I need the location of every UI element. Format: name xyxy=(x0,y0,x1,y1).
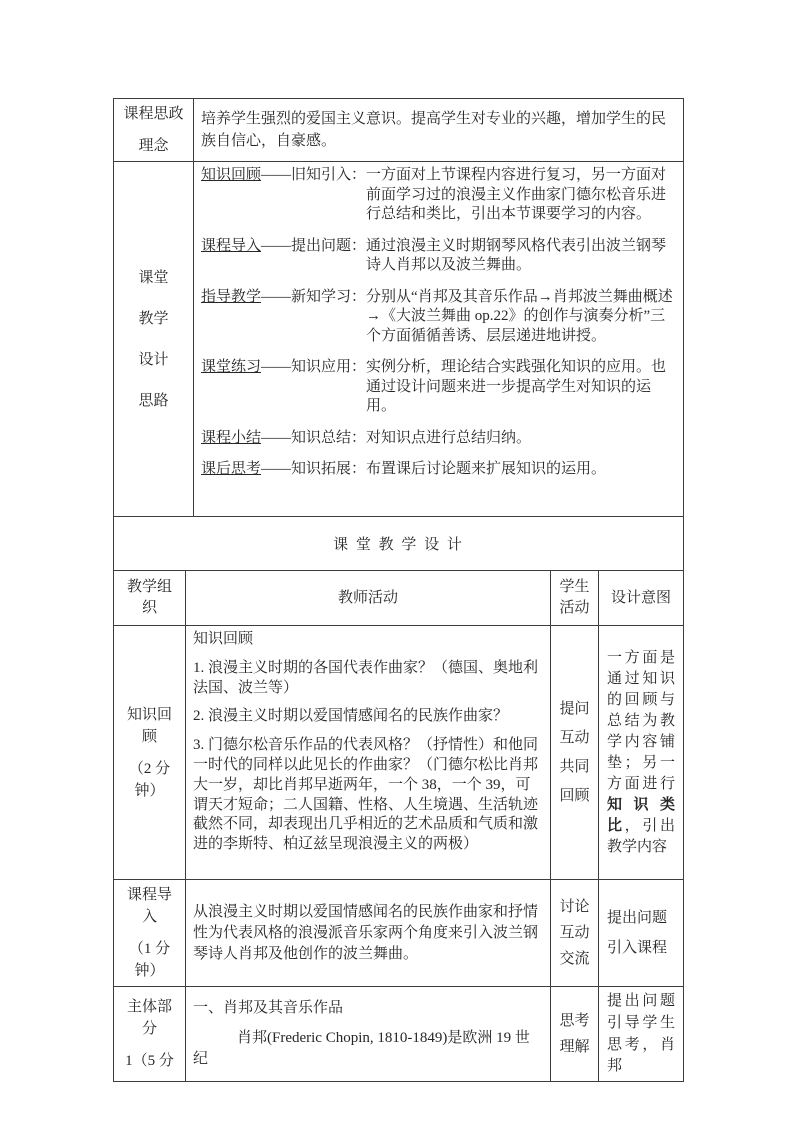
item-subhead: 旧知引入： xyxy=(291,167,367,183)
item-body: 对知识点进行总结归纳。 xyxy=(366,429,532,446)
item-head: 课后思考 xyxy=(201,461,262,477)
student-activity-cell xyxy=(551,626,599,880)
ideology-label-line: 理念 xyxy=(138,138,169,154)
item-subhead: 知识应用： xyxy=(291,359,367,375)
design-flow-label-line: 思路 xyxy=(138,392,169,409)
design-flow-item xyxy=(201,460,676,480)
student-activity-line: 理解 xyxy=(559,1039,590,1055)
teacher-paragraph: 肖邦(Frederic Chopin, 1810-1849)是欧洲 19 世纪 xyxy=(193,1030,530,1067)
design-flow-content-cell xyxy=(194,162,684,517)
student-activity-line: 互动 xyxy=(559,925,590,941)
teacher-paragraph: 从浪漫主义时期以爱国情感闻名的民族作曲家和抒情性为代表风格的浪漫派音乐家两个角度来引入波兰钢琴诗人肖邦及他创作的波兰舞曲。 xyxy=(193,903,539,962)
intent-line: 提出问题 xyxy=(607,993,676,1009)
item-body: 实例分析，理论结合实践强化知识的应用。也通过设计问题来进一步提高学生对知识的运用。 xyxy=(366,359,667,414)
intent-line: 思考，肖邦 xyxy=(607,1037,676,1074)
student-activity-line: 讨论 xyxy=(559,899,590,915)
item-dash: —— xyxy=(261,167,292,183)
ideology-content-cell xyxy=(194,99,684,162)
org-cell xyxy=(114,880,186,987)
design-flow-item xyxy=(201,166,676,225)
design-flow-label-line: 课堂 xyxy=(138,269,169,286)
section-title-row xyxy=(114,517,684,571)
student-activity-line: 思考 xyxy=(559,1013,590,1029)
item-body: 布置课后讨论题来扩展知识的运用。 xyxy=(366,461,607,477)
intent-bold-term: 知识类比 xyxy=(607,796,676,834)
header-student-activity xyxy=(551,571,599,626)
org-line: 主体部分 xyxy=(126,999,172,1037)
table-row-main-part xyxy=(114,987,684,1082)
item-body: 分别从“肖邦及其音乐作品→肖邦波兰舞曲概述→《大波兰舞曲 op.22》的创作与演奏分析”三个方面循循善诱、层层递进地讲授。 xyxy=(366,288,673,344)
student-activity-line: 提问 xyxy=(559,701,590,717)
intent-line: 提出问题 xyxy=(607,909,668,926)
lesson-plan-top-table xyxy=(113,98,684,517)
design-flow-label-line: 设计 xyxy=(138,351,169,368)
org-line: （1 分钟） xyxy=(128,941,171,979)
item-subhead: 提出问题： xyxy=(291,237,367,254)
intent-line: 引导学生 xyxy=(607,1015,676,1031)
ideology-row xyxy=(114,99,684,162)
student-activity-line: 互动 xyxy=(559,730,590,746)
item-dash: —— xyxy=(261,461,292,477)
item-head: 课程导入 xyxy=(201,237,262,254)
ideology-text: 培养学生强烈的爱国主义意识。提高学生对专业的兴趣，增加学生的民族自信心，自豪感。 xyxy=(201,111,667,149)
student-activity-line: 共同 xyxy=(559,759,590,775)
item-body: 通过浪漫主义时期钢琴风格代表引出波兰钢琴诗人肖邦以及波兰舞曲。 xyxy=(366,237,667,273)
org-line: 1（5 分 xyxy=(125,1053,174,1069)
section-title: 课 堂 教 学 设 计 xyxy=(114,517,684,571)
design-flow-row xyxy=(114,162,684,517)
item-body: 一方面对上节课程内容进行复习，另一方面对前面学习过的浪漫主义作曲家门德尔松音乐进行总结和类比，引出本节课要学习的内容。 xyxy=(366,167,667,222)
student-activity-cell xyxy=(551,880,599,987)
header-student-line: 活动 xyxy=(559,600,590,616)
design-intent-cell xyxy=(599,880,684,987)
intent-line: 引入课程 xyxy=(607,939,668,956)
teacher-paragraph: 2. 浪漫主义时期以爱国情感闻名的民族作曲家？ xyxy=(193,708,509,725)
teacher-heading: 一、肖邦及其音乐作品 xyxy=(193,1000,344,1016)
item-subhead: 知识拓展： xyxy=(291,461,367,477)
org-cell xyxy=(114,987,186,1082)
org-line: （2 分钟） xyxy=(128,760,171,799)
design-flow-item xyxy=(201,429,676,449)
item-head: 课程小结 xyxy=(201,429,262,446)
item-dash: —— xyxy=(261,429,292,446)
table-row-knowledge-review xyxy=(114,626,684,880)
item-dash: —— xyxy=(261,237,292,254)
column-header-row xyxy=(114,571,684,626)
design-flow-label-line: 教学 xyxy=(138,310,169,327)
design-intent-text xyxy=(607,991,675,1077)
teacher-paragraph: 知识回顾 xyxy=(193,631,254,647)
design-intent-cell xyxy=(599,626,684,880)
item-head: 知识回顾 xyxy=(201,167,262,183)
org-line: 知识回顾 xyxy=(126,706,172,745)
teacher-activity-cell xyxy=(186,626,551,880)
item-dash: —— xyxy=(261,288,292,305)
design-flow-item xyxy=(201,288,676,347)
table-row-course-introduction xyxy=(114,880,684,987)
ideology-label-cell xyxy=(114,99,194,162)
intent-text-part: 一方面是通过知识的回顾与总结为教学内容铺垫；另一方面进行 xyxy=(607,649,676,792)
classroom-design-table xyxy=(113,516,684,1082)
student-activity-line: 回顾 xyxy=(559,788,590,804)
teacher-paragraph: 3. 门德尔松音乐作品的代表风格？（抒情性）和他同一时代的同样以此见长的作曲家？（门德尔松比肖邦大一岁，却比肖邦早逝两年，一个 38，一个 39，可谓天才短命；二人国籍、性格、人生境遇、生活轨迹截然不同，却表现出几乎相近的艺术品质和气质和激进的李斯特、柏辽兹呈现浪漫主义的两极） xyxy=(193,737,539,853)
header-teacher-activity: 教师活动 xyxy=(186,571,551,626)
header-student-line: 学生 xyxy=(559,579,590,595)
student-activity-cell xyxy=(551,987,599,1082)
org-line: 课程导入 xyxy=(126,887,172,925)
header-teaching-organization: 教学组织 xyxy=(114,571,186,626)
header-design-intent: 设计意图 xyxy=(599,571,684,626)
design-flow-item xyxy=(201,358,676,417)
item-subhead: 新知学习： xyxy=(291,288,367,305)
teacher-activity-cell xyxy=(186,987,551,1082)
intent-text-part: ，引出教学内容 xyxy=(607,817,675,855)
item-subhead: 知识总结： xyxy=(291,429,367,446)
design-intent-cell xyxy=(599,987,684,1082)
design-flow-item xyxy=(201,237,676,276)
teacher-paragraph: 1. 浪漫主义时期的各国代表作曲家？（德国、奥地利法国、波兰等） xyxy=(193,659,539,696)
design-intent-text xyxy=(607,648,675,858)
item-head: 指导教学 xyxy=(201,288,262,305)
design-flow-label-cell xyxy=(114,162,194,517)
org-cell xyxy=(114,626,186,880)
item-head: 课堂练习 xyxy=(201,359,262,375)
teacher-activity-cell xyxy=(186,880,551,987)
student-activity-line: 交流 xyxy=(559,951,590,967)
item-dash: —— xyxy=(261,359,292,375)
ideology-label-line: 课程思政 xyxy=(123,106,184,122)
design-intent-text xyxy=(607,908,675,959)
